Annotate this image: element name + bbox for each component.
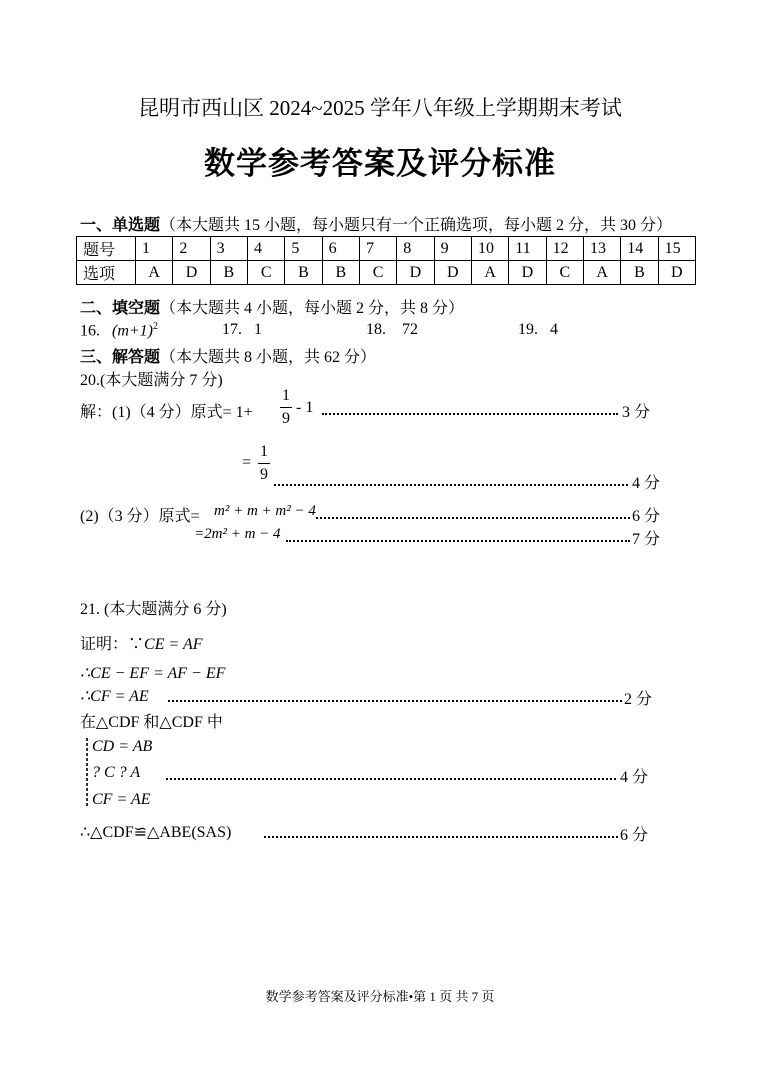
question-number: 11	[509, 237, 546, 261]
answer-table	[76, 236, 696, 285]
answer-choice: A	[583, 261, 620, 285]
q20-part1-fraction	[280, 387, 292, 428]
score-mark: 6 分	[632, 508, 661, 525]
q17-answer: 1	[254, 321, 262, 338]
section2-head: 二、填空题	[80, 298, 161, 317]
score-mark: 7 分	[632, 531, 661, 548]
q21-line5: CD = AB	[92, 738, 153, 755]
q21-line8: ∴△CDF≌△ABE(SAS)	[80, 824, 232, 841]
section3-head: 三、解答题	[80, 347, 161, 366]
page-title: 昆明市西山区 2024~2025 学年八年级上学期期末考试	[138, 96, 622, 120]
answer-choice: C	[247, 261, 284, 285]
question-number: 7	[359, 237, 396, 261]
section1-note: （本大题共 15 小题，每小题只有一个正确选项，每小题 2 分，共 30 分）	[160, 217, 673, 234]
answer-table-row-answers	[77, 261, 696, 285]
question-number: 14	[621, 237, 658, 261]
q16-exponent: 2	[153, 321, 159, 332]
fill-answer-18	[366, 321, 418, 339]
row-label-numbers: 题号	[77, 237, 136, 261]
dot-leader	[316, 517, 630, 519]
answer-choice: D	[509, 261, 546, 285]
answer-choice: B	[322, 261, 359, 285]
section3-heading	[80, 344, 376, 367]
q21-line6: ? C ? A	[92, 764, 141, 781]
fraction-bar	[280, 407, 292, 408]
q20-part2-expression: m² + m + m² − 4	[214, 503, 316, 519]
score-mark: 4 分	[620, 769, 649, 786]
page-footer: 数学参考答案及评分标准•第 1 页 共 7 页	[265, 989, 495, 1004]
q21-line1	[80, 631, 203, 654]
answer-choice: D	[173, 261, 210, 285]
score-mark: 6 分	[620, 827, 649, 844]
fraction-numerator: 1	[260, 443, 268, 460]
question-number: 3	[210, 237, 247, 261]
q21-line1-expression: CE = AF	[144, 636, 203, 653]
q21-line3: ∴CF = AE	[80, 688, 149, 705]
page-subtitle: 数学参考答案及评分标准	[204, 146, 556, 182]
dot-leader	[274, 484, 628, 486]
q16-answer: (m+1)	[112, 322, 154, 340]
q20-part2b-expression: =2m² + m − 4	[194, 526, 281, 542]
question-number: 8	[397, 237, 434, 261]
q21-title: 21. (本大题满分 6 分)	[80, 601, 227, 618]
q20-part2-prefix: (2)（3 分）原式=	[80, 508, 200, 525]
q18-number: 18.	[366, 321, 386, 338]
q17-number: 17.	[222, 321, 242, 338]
q21-line7: CF = AE	[92, 791, 151, 808]
dot-leader	[286, 540, 630, 542]
q20-part1-prefix: 解：(1)（4 分）原式= 1+	[80, 404, 253, 421]
q21-line2: ∴CE − EF = AF − EF	[80, 665, 226, 682]
answer-choice: B	[210, 261, 247, 285]
question-number: 6	[322, 237, 359, 261]
answer-choice: D	[434, 261, 471, 285]
question-number: 15	[658, 237, 695, 261]
answer-choice: A	[471, 261, 508, 285]
row-label-answers: 选项	[77, 261, 136, 285]
fill-answer-16	[80, 321, 158, 340]
question-number: 4	[247, 237, 284, 261]
q16-number: 16.	[80, 322, 100, 340]
fraction-denominator: 9	[282, 410, 290, 427]
dot-leader	[264, 836, 618, 838]
q18-answer: 72	[402, 321, 418, 338]
answer-choice: A	[136, 261, 173, 285]
question-number: 12	[546, 237, 583, 261]
section1-heading	[80, 212, 672, 235]
q21-line1-prefix: 证明：∵	[80, 636, 145, 653]
question-number: 5	[285, 237, 322, 261]
section2-note: （本大题共 4 小题，每小题 2 分，共 8 分）	[160, 300, 465, 317]
section2-heading	[80, 295, 464, 318]
answer-choice: C	[359, 261, 396, 285]
q20-title: 20.(本大题满分 7 分)	[80, 372, 223, 389]
answer-choice: C	[546, 261, 583, 285]
question-number: 1	[136, 237, 173, 261]
question-number: 10	[471, 237, 508, 261]
q20-part1b-equals: =	[242, 454, 252, 471]
dot-leader	[322, 413, 618, 415]
answer-table-row-numbers	[77, 237, 696, 261]
score-mark: 4 分	[632, 475, 661, 492]
q20-part1b-fraction	[258, 443, 270, 484]
score-mark: 2 分	[624, 691, 653, 708]
q21-line4: 在△CDF 和△CDF 中	[80, 714, 223, 731]
question-number: 13	[583, 237, 620, 261]
answer-choice: B	[621, 261, 658, 285]
answer-choice: D	[397, 261, 434, 285]
system-brace	[84, 738, 90, 806]
section1-head: 一、单选题	[80, 215, 161, 234]
fill-answer-17	[222, 321, 262, 339]
q19-number: 19.	[518, 321, 538, 338]
score-mark: 3 分	[622, 404, 651, 421]
answer-choice: D	[658, 261, 695, 285]
dot-leader	[166, 778, 616, 780]
fraction-denominator: 9	[260, 466, 268, 483]
dot-leader	[168, 700, 622, 702]
q20-part1-suffix: - 1	[296, 399, 314, 416]
answer-choice: B	[285, 261, 322, 285]
fill-answer-19	[518, 321, 558, 339]
section3-note: （本大题共 8 小题，共 62 分）	[160, 349, 377, 366]
question-number: 9	[434, 237, 471, 261]
question-number: 2	[173, 237, 210, 261]
q19-answer: 4	[550, 321, 558, 338]
fraction-bar	[258, 463, 270, 464]
fraction-numerator: 1	[282, 387, 290, 404]
